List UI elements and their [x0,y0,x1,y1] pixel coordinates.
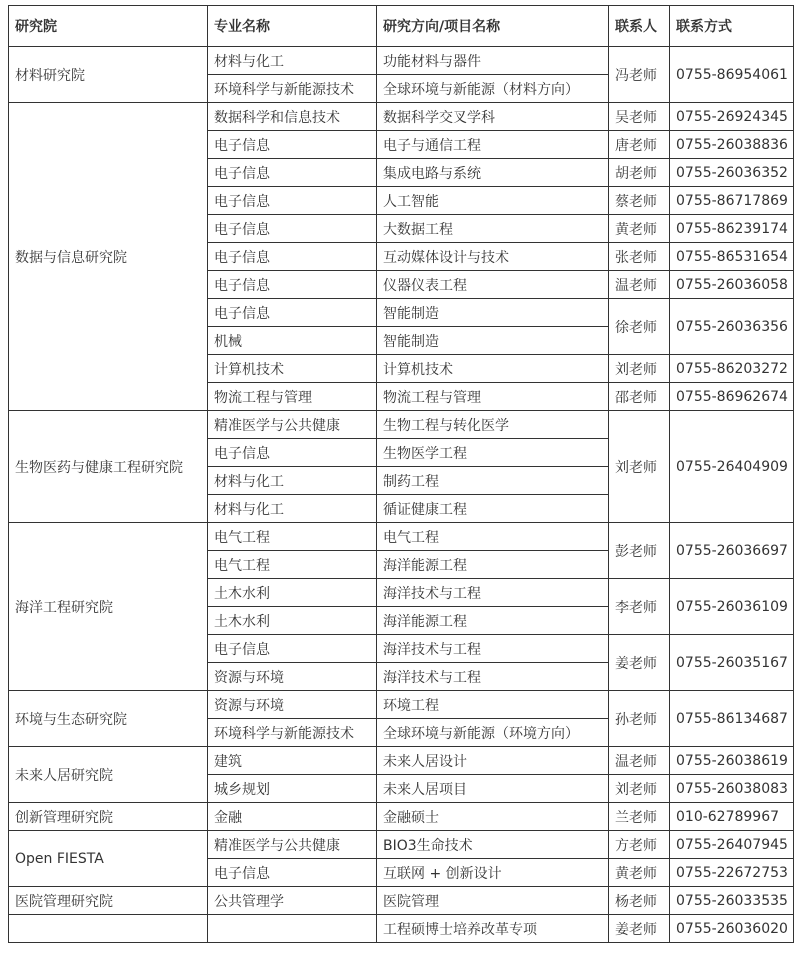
institute-contact-table [8,5,794,943]
contact-person-cell: 唐老师 [609,131,670,159]
contact-person-cell: 胡老师 [609,159,670,187]
contact-phone-cell: 010-62789967 [670,803,794,831]
contact-phone-cell: 0755-26036058 [670,271,794,299]
major-cell: 电子信息 [208,439,377,467]
contact-person-cell: 邵老师 [609,383,670,411]
major-cell: 数据科学和信息技术 [208,103,377,131]
direction-cell: 环境工程 [377,691,609,719]
contact-person-cell: 杨老师 [609,887,670,915]
direction-cell: 循证健康工程 [377,495,609,523]
header-row [9,6,794,47]
direction-cell: 生物医学工程 [377,439,609,467]
major-cell: 电子信息 [208,271,377,299]
table-row [9,411,794,439]
contact-person-cell: 姜老师 [609,915,670,943]
table-row [9,915,794,943]
direction-cell: 智能制造 [377,327,609,355]
contact-person-cell: 温老师 [609,271,670,299]
contact-phone-cell: 0755-86203272 [670,355,794,383]
direction-cell: 金融硕士 [377,803,609,831]
institute-cell: 数据与信息研究院 [9,103,208,411]
direction-cell: 互联网 + 创新设计 [377,859,609,887]
direction-cell: 生物工程与转化医学 [377,411,609,439]
major-cell: 精准医学与公共健康 [208,411,377,439]
contact-phone-cell: 0755-26038083 [670,775,794,803]
contact-phone-cell: 0755-86134687 [670,691,794,747]
contact-phone-cell: 0755-26036352 [670,159,794,187]
table-row [9,831,794,859]
direction-cell: 功能材料与器件 [377,47,609,75]
major-cell: 精准医学与公共健康 [208,831,377,859]
major-cell [208,915,377,943]
contact-person-cell: 刘老师 [609,411,670,523]
major-cell: 资源与环境 [208,663,377,691]
contact-person-cell: 刘老师 [609,775,670,803]
direction-cell: 海洋技术与工程 [377,579,609,607]
table-row [9,747,794,775]
direction-cell: 人工智能 [377,187,609,215]
contact-phone-cell: 0755-26036356 [670,299,794,355]
table-row [9,803,794,831]
major-cell: 材料与化工 [208,47,377,75]
contact-phone-cell: 0755-26035167 [670,635,794,691]
contact-person-cell: 方老师 [609,831,670,859]
header-direction: 研究方向/项目名称 [377,6,609,47]
major-cell: 电气工程 [208,523,377,551]
header-contact-person: 联系人 [609,6,670,47]
direction-cell: 未来人居项目 [377,775,609,803]
contact-phone-cell: 0755-26407945 [670,831,794,859]
contact-person-cell: 温老师 [609,747,670,775]
direction-cell: 智能制造 [377,299,609,327]
major-cell: 电子信息 [208,635,377,663]
contact-person-cell: 孙老师 [609,691,670,747]
direction-cell: 海洋能源工程 [377,551,609,579]
direction-cell: 大数据工程 [377,215,609,243]
direction-cell: 物流工程与管理 [377,383,609,411]
institute-cell: 材料研究院 [9,47,208,103]
direction-cell: 集成电路与系统 [377,159,609,187]
direction-cell: 仪器仪表工程 [377,271,609,299]
major-cell: 金融 [208,803,377,831]
major-cell: 电子信息 [208,859,377,887]
contact-person-cell: 刘老师 [609,355,670,383]
major-cell: 电子信息 [208,159,377,187]
contact-person-cell: 张老师 [609,243,670,271]
institute-cell: 创新管理研究院 [9,803,208,831]
major-cell: 城乡规划 [208,775,377,803]
table-row [9,887,794,915]
header-major: 专业名称 [208,6,377,47]
institute-cell: 未来人居研究院 [9,747,208,803]
contact-person-cell: 冯老师 [609,47,670,103]
contact-phone-cell: 0755-26038836 [670,131,794,159]
major-cell: 环境科学与新能源技术 [208,719,377,747]
contact-person-cell: 李老师 [609,579,670,635]
major-cell: 机械 [208,327,377,355]
contact-person-cell: 姜老师 [609,635,670,691]
major-cell: 公共管理学 [208,887,377,915]
direction-cell: 电子与通信工程 [377,131,609,159]
major-cell: 计算机技术 [208,355,377,383]
major-cell: 环境科学与新能源技术 [208,75,377,103]
major-cell: 资源与环境 [208,691,377,719]
major-cell: 建筑 [208,747,377,775]
institute-cell: 医院管理研究院 [9,887,208,915]
major-cell: 电气工程 [208,551,377,579]
direction-cell: 数据科学交叉学科 [377,103,609,131]
major-cell: 电子信息 [208,299,377,327]
table-row [9,103,794,131]
table-row [9,523,794,551]
direction-cell: 全球环境与新能源（材料方向） [377,75,609,103]
direction-cell: 制药工程 [377,467,609,495]
table-row [9,691,794,719]
contact-phone-cell: 0755-22672753 [670,859,794,887]
header-institute: 研究院 [9,6,208,47]
direction-cell: 电气工程 [377,523,609,551]
major-cell: 电子信息 [208,131,377,159]
contact-phone-cell: 0755-86962674 [670,383,794,411]
major-cell: 土木水利 [208,579,377,607]
major-cell: 物流工程与管理 [208,383,377,411]
contact-person-cell: 黄老师 [609,859,670,887]
direction-cell: 海洋能源工程 [377,607,609,635]
major-cell: 电子信息 [208,243,377,271]
contact-phone-cell: 0755-86954061 [670,47,794,103]
contact-person-cell: 黄老师 [609,215,670,243]
table-row [9,47,794,75]
contact-phone-cell: 0755-26924345 [670,103,794,131]
direction-cell: 医院管理 [377,887,609,915]
direction-cell: 全球环境与新能源（环境方向） [377,719,609,747]
direction-cell: 互动媒体设计与技术 [377,243,609,271]
major-cell: 材料与化工 [208,467,377,495]
contact-person-cell: 吴老师 [609,103,670,131]
contact-phone-cell: 0755-26404909 [670,411,794,523]
contact-person-cell: 徐老师 [609,299,670,355]
major-cell: 土木水利 [208,607,377,635]
contact-phone-cell: 0755-86717869 [670,187,794,215]
contact-phone-cell: 0755-26036109 [670,579,794,635]
contact-phone-cell: 0755-86239174 [670,215,794,243]
header-contact-phone: 联系方式 [670,6,794,47]
contact-phone-cell: 0755-26036020 [670,915,794,943]
institute-cell [9,915,208,943]
contact-phone-cell: 0755-26038619 [670,747,794,775]
contact-phone-cell: 0755-26036697 [670,523,794,579]
major-cell: 电子信息 [208,187,377,215]
institute-cell: 环境与生态研究院 [9,691,208,747]
direction-cell: 海洋技术与工程 [377,663,609,691]
direction-cell: BIO3生命技术 [377,831,609,859]
contact-phone-cell: 0755-26033535 [670,887,794,915]
direction-cell: 未来人居设计 [377,747,609,775]
direction-cell: 海洋技术与工程 [377,635,609,663]
contact-person-cell: 彭老师 [609,523,670,579]
direction-cell: 工程硕博士培养改革专项 [377,915,609,943]
direction-cell: 计算机技术 [377,355,609,383]
contact-person-cell: 兰老师 [609,803,670,831]
major-cell: 材料与化工 [208,495,377,523]
institute-cell: 生物医药与健康工程研究院 [9,411,208,523]
contact-person-cell: 蔡老师 [609,187,670,215]
major-cell: 电子信息 [208,215,377,243]
institute-cell: Open FIESTA [9,831,208,887]
table-body [9,47,794,943]
contact-phone-cell: 0755-86531654 [670,243,794,271]
institute-cell: 海洋工程研究院 [9,523,208,691]
